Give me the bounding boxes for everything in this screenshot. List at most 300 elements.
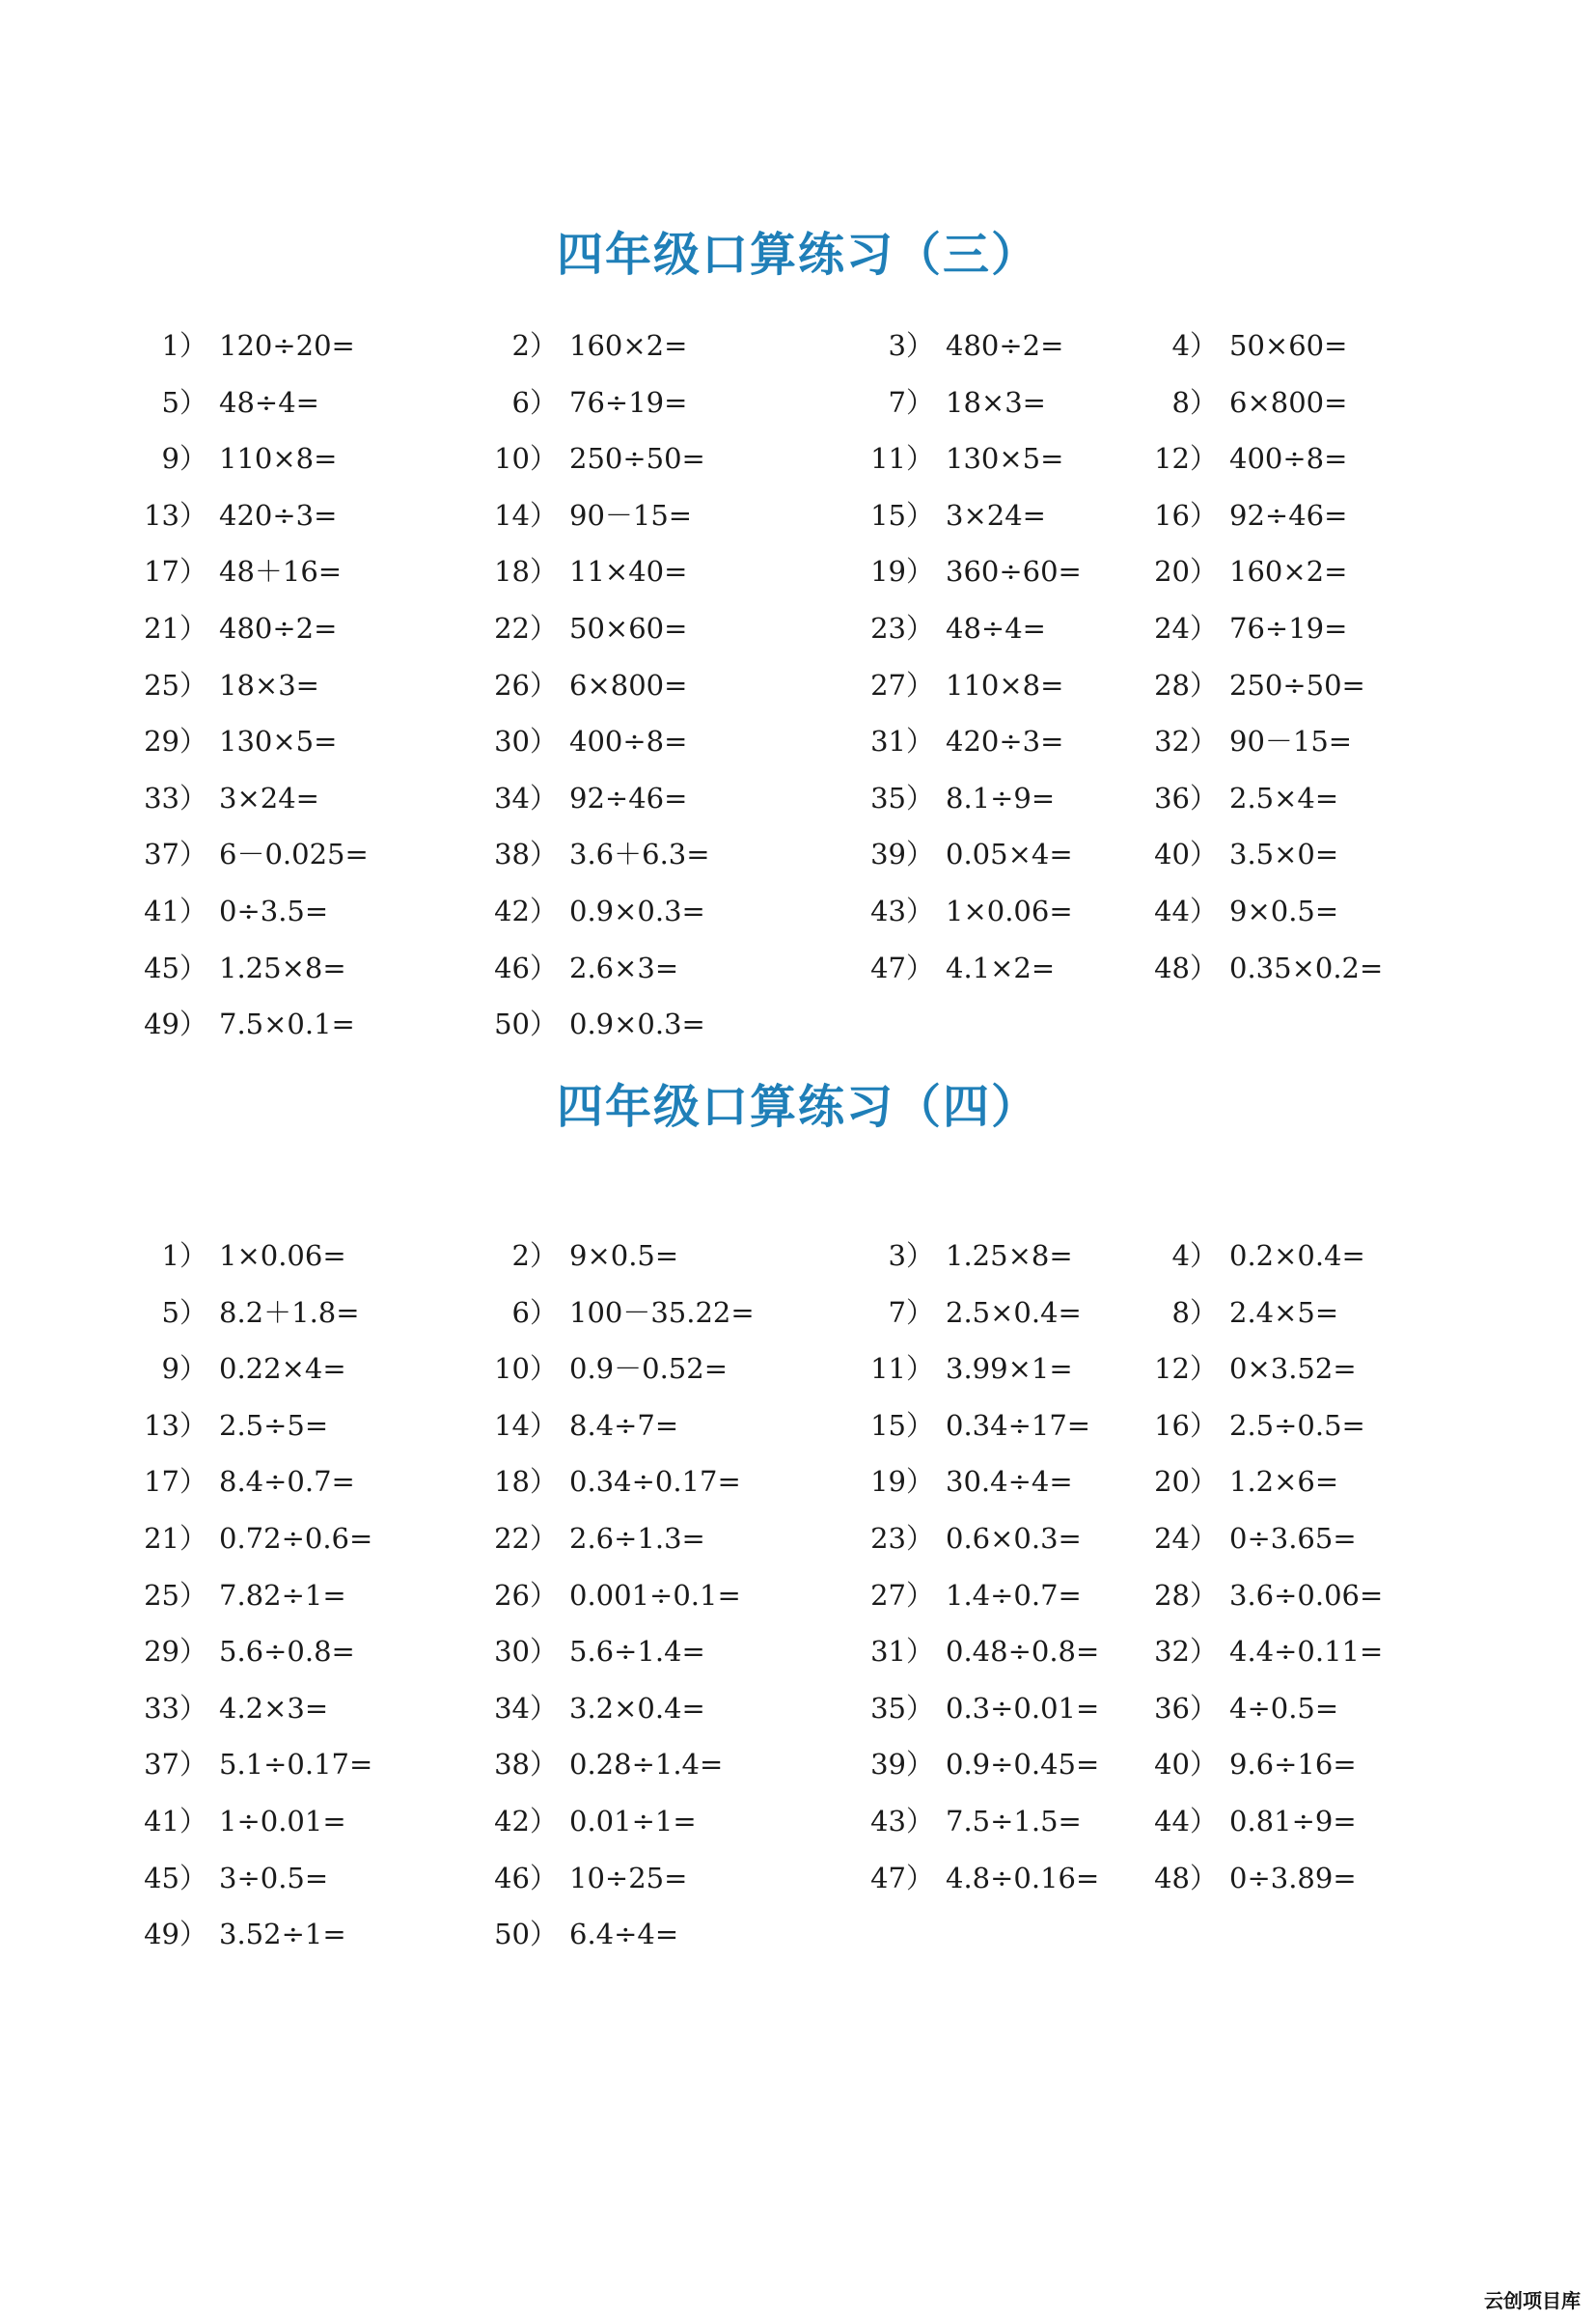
problem-item — [1148, 887, 1338, 935]
problem-expression: 8.4÷7= — [569, 1408, 679, 1442]
problem-number: 34） — [494, 1691, 558, 1725]
problem-item — [1148, 491, 1347, 539]
problem-item — [488, 944, 678, 992]
problem-number: 1） — [161, 329, 207, 362]
problem-item — [138, 944, 346, 992]
problem-item — [488, 1740, 723, 1788]
problem-expression: 0.3÷0.01= — [946, 1691, 1100, 1725]
problem-expression: 3×24= — [946, 498, 1046, 532]
problem-expression: 0.9÷0.45= — [946, 1748, 1100, 1782]
problem-item — [865, 774, 1055, 822]
problem-item — [488, 604, 687, 652]
problem-number: 44） — [1154, 895, 1218, 927]
problem-item — [138, 661, 319, 709]
problem-number: 7） — [888, 1295, 934, 1329]
problem-row — [0, 830, 1596, 878]
problem-expression: 1×0.06= — [219, 1239, 346, 1272]
problem-item — [488, 887, 705, 935]
problem-number: 25） — [144, 1578, 207, 1612]
problem-expression: 4÷0.5= — [1229, 1691, 1339, 1725]
problem-expression: 50×60= — [569, 612, 688, 645]
problem-number: 8） — [1171, 385, 1218, 419]
problem-expression: 2.5÷5= — [219, 1408, 329, 1442]
problem-item — [1148, 1288, 1338, 1337]
problem-number: 31） — [870, 1635, 934, 1669]
problem-expression: 160×2= — [569, 329, 688, 362]
problem-number: 45） — [144, 1861, 207, 1894]
problem-number: 27） — [870, 1578, 934, 1612]
problem-number: 48） — [1154, 951, 1218, 984]
problem-number: 18） — [494, 1465, 558, 1499]
problem-item — [488, 491, 692, 539]
problem-expression: 250÷50= — [569, 442, 705, 476]
problem-number: 12） — [1154, 442, 1218, 476]
problem-number: 37） — [144, 1748, 207, 1782]
problem-expression: 6.4÷4= — [569, 1918, 679, 1951]
problem-number: 45） — [144, 951, 207, 984]
problem-item — [138, 774, 319, 822]
problem-item — [865, 1288, 1082, 1337]
problem-item — [488, 1684, 705, 1732]
problem-item — [1148, 661, 1365, 709]
problem-number: 36） — [1154, 781, 1218, 815]
problem-item — [138, 1457, 355, 1506]
problem-item — [488, 661, 687, 709]
problem-expression: 92÷46= — [569, 781, 688, 815]
problem-expression: 0.35×0.2= — [1229, 951, 1384, 984]
problem-expression: 18×3= — [219, 668, 319, 702]
problem-number: 4） — [1171, 329, 1218, 362]
problem-expression: 480÷2= — [219, 612, 338, 645]
problem-expression: 0.6×0.3= — [946, 1522, 1082, 1555]
problem-expression: 10÷25= — [569, 1861, 688, 1894]
problem-item — [138, 1740, 372, 1788]
problem-row — [0, 547, 1596, 595]
problem-item — [488, 1910, 678, 1958]
problem-expression: 6×800= — [1229, 385, 1348, 419]
problem-expression: 2.5×4= — [1229, 781, 1339, 815]
problem-number: 19） — [870, 555, 934, 589]
problem-item — [488, 830, 710, 878]
problem-number: 5） — [161, 385, 207, 419]
problem-number: 9） — [161, 442, 207, 476]
problem-item — [865, 1344, 1073, 1393]
problem-item — [865, 1854, 1099, 1902]
problem-expression: 48÷4= — [219, 385, 319, 419]
problem-number: 39） — [870, 838, 934, 871]
problem-number: 21） — [144, 612, 207, 645]
problem-number: 41） — [144, 1805, 207, 1837]
problem-number: 14） — [494, 498, 558, 532]
problem-item — [1148, 434, 1347, 483]
problem-item — [138, 1797, 346, 1845]
problem-number: 16） — [1154, 1408, 1218, 1442]
problem-expression: 0.22×4= — [219, 1352, 346, 1386]
problem-item — [1148, 321, 1347, 370]
problem-item — [138, 1514, 372, 1562]
problem-expression: 250÷50= — [1229, 668, 1365, 702]
problem-number: 27） — [870, 668, 934, 702]
problem-expression: 0÷3.89= — [1229, 1861, 1357, 1894]
problem-number: 2） — [511, 329, 558, 362]
problem-expression: 18×3= — [946, 385, 1046, 419]
problem-number: 18） — [494, 555, 558, 589]
problem-row — [0, 887, 1596, 935]
problem-expression: 4.8÷0.16= — [946, 1861, 1100, 1894]
problem-number: 14） — [494, 1408, 558, 1442]
problem-number: 29） — [144, 725, 207, 759]
problem-number: 20） — [1154, 1465, 1218, 1499]
problem-item — [488, 1797, 697, 1845]
problem-expression: 48＋16= — [219, 555, 343, 589]
problem-item — [865, 491, 1046, 539]
problem-item — [138, 830, 369, 878]
problem-row — [0, 1797, 1596, 1845]
problem-row — [0, 1910, 1596, 1958]
problem-item — [865, 1627, 1099, 1675]
problem-item — [1148, 1684, 1338, 1732]
problem-item — [1148, 944, 1383, 992]
problem-number: 9） — [161, 1352, 207, 1386]
problem-item — [1148, 1740, 1357, 1788]
problem-expression: 4.1×2= — [946, 951, 1056, 984]
problem-item — [138, 1231, 346, 1280]
problem-item — [865, 1231, 1073, 1280]
problem-row — [0, 1740, 1596, 1788]
problem-number: 34） — [494, 781, 558, 815]
problem-expression: 6×800= — [569, 668, 688, 702]
problem-expression: 5.6÷0.8= — [219, 1635, 355, 1669]
problem-item — [488, 1457, 741, 1506]
problem-row — [0, 491, 1596, 539]
problem-number: 30） — [494, 1635, 558, 1669]
problem-item — [138, 887, 328, 935]
problem-expression: 0.9－0.52= — [569, 1352, 728, 1386]
problem-number: 25） — [144, 668, 207, 702]
problem-item — [1148, 717, 1352, 765]
problem-expression: 1.4÷0.7= — [946, 1578, 1082, 1612]
problem-expression: 3.99×1= — [946, 1352, 1073, 1386]
problem-expression: 5.6÷1.4= — [569, 1635, 705, 1669]
problem-expression: 90－15= — [569, 498, 693, 532]
problem-expression: 11×40= — [569, 555, 688, 589]
problem-item — [1148, 1797, 1357, 1845]
problem-number: 6） — [511, 1295, 558, 1329]
problem-expression: 0.01÷1= — [569, 1805, 697, 1837]
problem-expression: 6－0.025= — [219, 838, 369, 871]
problem-item — [865, 1740, 1099, 1788]
problem-item — [138, 1684, 328, 1732]
problem-number: 43） — [870, 1805, 934, 1837]
problem-number: 35） — [870, 1691, 934, 1725]
problem-number: 11） — [870, 1352, 934, 1386]
problem-expression: 0.9×0.3= — [569, 895, 705, 927]
problem-item — [865, 1797, 1082, 1845]
problem-number: 12） — [1154, 1352, 1218, 1386]
problem-expression: 130×5= — [219, 725, 338, 759]
problem-item — [138, 1288, 360, 1337]
problem-expression: 0.48÷0.8= — [946, 1635, 1100, 1669]
section-title: 四年级口算练习（四） — [556, 1080, 1039, 1134]
problem-expression: 2.5×0.4= — [946, 1295, 1082, 1329]
problem-number: 16） — [1154, 498, 1218, 532]
problem-item — [488, 1854, 687, 1902]
problem-row — [0, 661, 1596, 709]
problem-item — [138, 1910, 346, 1958]
problem-expression: 0.34÷0.17= — [569, 1465, 741, 1499]
problem-number: 47） — [870, 1861, 934, 1894]
problem-number: 40） — [1154, 1748, 1218, 1782]
problem-expression: 1.25×8= — [946, 1239, 1073, 1272]
problem-expression: 480÷2= — [946, 329, 1064, 362]
problem-number: 47） — [870, 951, 934, 984]
problem-number: 50） — [494, 1918, 558, 1951]
problem-expression: 3÷0.5= — [219, 1861, 329, 1894]
problem-item — [138, 378, 319, 427]
problem-item — [865, 944, 1055, 992]
problem-row — [0, 1231, 1596, 1280]
problem-expression: 0.001÷0.1= — [569, 1578, 741, 1612]
problem-number: 36） — [1154, 1691, 1218, 1725]
problem-item — [1148, 1854, 1357, 1902]
problem-expression: 8.2＋1.8= — [219, 1295, 360, 1329]
problem-number: 22） — [494, 612, 558, 645]
problem-number: 7） — [888, 385, 934, 419]
problem-expression: 1÷0.01= — [219, 1805, 346, 1837]
problem-item — [1148, 774, 1338, 822]
problem-row — [0, 717, 1596, 765]
problem-row — [0, 1627, 1596, 1675]
problem-expression: 360÷60= — [946, 555, 1082, 589]
problem-expression: 4.2×3= — [219, 1691, 329, 1725]
problem-expression: 3×24= — [219, 781, 319, 815]
problem-row — [0, 1000, 1596, 1048]
problem-item — [865, 321, 1063, 370]
problem-row — [0, 1288, 1596, 1337]
problem-number: 42） — [494, 1805, 558, 1837]
problem-expression: 3.6÷0.06= — [1229, 1578, 1384, 1612]
problem-expression: 0.34÷17= — [946, 1408, 1091, 1442]
problem-expression: 7.82÷1= — [219, 1578, 346, 1612]
problem-item — [138, 1344, 346, 1393]
problem-expression: 0÷3.65= — [1229, 1522, 1357, 1555]
problem-number: 5） — [161, 1295, 207, 1329]
problem-number: 46） — [494, 1861, 558, 1894]
problem-item — [488, 547, 687, 595]
problem-item — [488, 1000, 705, 1048]
problem-number: 6） — [511, 385, 558, 419]
problem-number: 29） — [144, 1635, 207, 1669]
problem-expression: 2.4×5= — [1229, 1295, 1339, 1329]
problem-number: 17） — [144, 1465, 207, 1499]
problem-number: 33） — [144, 1691, 207, 1725]
watermark: 云创项目库 — [1484, 2289, 1581, 2312]
problem-expression: 0.05×4= — [946, 838, 1073, 871]
problem-row — [0, 1457, 1596, 1506]
problem-number: 19） — [870, 1465, 934, 1499]
problem-item — [865, 717, 1063, 765]
problem-expression: 1.2×6= — [1229, 1465, 1339, 1499]
problem-expression: 1.25×8= — [219, 951, 346, 984]
problem-item — [1148, 1627, 1383, 1675]
problem-expression: 0×3.52= — [1229, 1352, 1357, 1386]
problem-number: 13） — [144, 498, 207, 532]
problem-row — [0, 1571, 1596, 1619]
section-title: 四年级口算练习（三） — [556, 228, 1039, 282]
problem-item — [488, 434, 705, 483]
problem-item — [865, 1571, 1082, 1619]
problem-number: 30） — [494, 725, 558, 759]
problem-number: 49） — [144, 1008, 207, 1041]
problem-row — [0, 1684, 1596, 1732]
problem-number: 24） — [1154, 612, 1218, 645]
problem-item — [865, 1684, 1099, 1732]
problem-number: 17） — [144, 555, 207, 589]
problem-number: 43） — [870, 895, 934, 927]
problem-item — [488, 378, 687, 427]
problem-item — [865, 547, 1082, 595]
problem-number: 21） — [144, 1522, 207, 1555]
problem-row — [0, 1854, 1596, 1902]
problem-number: 31） — [870, 725, 934, 759]
problem-expression: 130×5= — [946, 442, 1064, 476]
problem-item — [138, 547, 342, 595]
problem-number: 4） — [1171, 1239, 1218, 1272]
problem-row — [0, 604, 1596, 652]
problem-row — [0, 1401, 1596, 1450]
problem-item — [138, 321, 355, 370]
problem-item — [488, 1571, 741, 1619]
problem-expression: 7.5÷1.5= — [946, 1805, 1082, 1837]
problem-item — [865, 434, 1063, 483]
problem-number: 41） — [144, 895, 207, 927]
problem-number: 28） — [1154, 668, 1218, 702]
problem-item — [488, 1231, 678, 1280]
problem-number: 49） — [144, 1918, 207, 1951]
problem-number: 11） — [870, 442, 934, 476]
problem-number: 23） — [870, 612, 934, 645]
problem-number: 33） — [144, 781, 207, 815]
problem-row — [0, 434, 1596, 483]
problem-number: 3） — [888, 1239, 934, 1272]
problem-item — [865, 1457, 1073, 1506]
problem-item — [138, 1000, 355, 1048]
problem-number: 26） — [494, 1578, 558, 1612]
problem-expression: 3.52÷1= — [219, 1918, 346, 1951]
problem-item — [1148, 1401, 1365, 1450]
problem-number: 13） — [144, 1408, 207, 1442]
problem-item — [1148, 1231, 1365, 1280]
problem-item — [488, 1401, 678, 1450]
problem-expression: 9×0.5= — [569, 1239, 679, 1272]
problem-number: 10） — [494, 1352, 558, 1386]
problem-row — [0, 378, 1596, 427]
problem-expression: 420÷3= — [219, 498, 338, 532]
problem-expression: 400÷8= — [569, 725, 688, 759]
problem-item — [865, 661, 1063, 709]
problem-expression: 0÷3.5= — [219, 895, 329, 927]
problem-row — [0, 321, 1596, 370]
problem-number: 24） — [1154, 1522, 1218, 1555]
problem-item — [138, 717, 337, 765]
problem-item — [138, 1401, 328, 1450]
problem-expression: 2.6×3= — [569, 951, 679, 984]
problem-number: 48） — [1154, 1861, 1218, 1894]
problem-number: 44） — [1154, 1805, 1218, 1837]
problem-expression: 2.6÷1.3= — [569, 1522, 705, 1555]
problem-expression: 50×60= — [1229, 329, 1348, 362]
problem-item — [1148, 604, 1347, 652]
problem-number: 39） — [870, 1748, 934, 1782]
problem-item — [1148, 1457, 1338, 1506]
problem-number: 10） — [494, 442, 558, 476]
problem-expression: 7.5×0.1= — [219, 1008, 355, 1041]
problem-expression: 120÷20= — [219, 329, 355, 362]
problem-expression: 30.4÷4= — [946, 1465, 1073, 1499]
problem-number: 22） — [494, 1522, 558, 1555]
problem-item — [1148, 378, 1347, 427]
problem-number: 26） — [494, 668, 558, 702]
problem-expression: 90－15= — [1229, 725, 1353, 759]
problem-number: 15） — [870, 1408, 934, 1442]
problem-number: 37） — [144, 838, 207, 871]
problem-number: 35） — [870, 781, 934, 815]
problem-number: 28） — [1154, 1578, 1218, 1612]
problem-expression: 4.4÷0.11= — [1229, 1635, 1384, 1669]
problem-expression: 0.81÷9= — [1229, 1805, 1357, 1837]
problem-item — [865, 1514, 1082, 1562]
problem-expression: 92÷46= — [1229, 498, 1348, 532]
problem-item — [865, 887, 1073, 935]
problem-item — [1148, 1571, 1383, 1619]
problem-number: 38） — [494, 838, 558, 871]
problem-item — [488, 1514, 705, 1562]
problem-item — [488, 321, 687, 370]
problem-expression: 110×8= — [946, 668, 1064, 702]
problem-expression: 100－35.22= — [569, 1295, 755, 1329]
problem-number: 40） — [1154, 838, 1218, 871]
problem-number: 46） — [494, 951, 558, 984]
problem-item — [138, 1627, 355, 1675]
problem-expression: 2.5÷0.5= — [1229, 1408, 1365, 1442]
problem-item — [865, 604, 1046, 652]
problem-row — [0, 1514, 1596, 1562]
problem-expression: 3.5×0= — [1229, 838, 1339, 871]
problem-item — [1148, 547, 1347, 595]
problem-number: 42） — [494, 895, 558, 927]
problem-item — [138, 491, 337, 539]
problem-expression: 8.1÷9= — [946, 781, 1056, 815]
problem-expression: 3.2×0.4= — [569, 1691, 705, 1725]
problem-item — [1148, 830, 1338, 878]
problem-number: 50） — [494, 1008, 558, 1041]
problem-item — [865, 378, 1046, 427]
problem-item — [1148, 1514, 1357, 1562]
problem-expression: 76÷19= — [1229, 612, 1348, 645]
problem-expression: 420÷3= — [946, 725, 1064, 759]
problem-expression: 0.72÷0.6= — [219, 1522, 373, 1555]
problem-row — [0, 944, 1596, 992]
problem-number: 1） — [161, 1239, 207, 1272]
problem-number: 32） — [1154, 725, 1218, 759]
problem-expression: 9.6÷16= — [1229, 1748, 1357, 1782]
problem-expression: 5.1÷0.17= — [219, 1748, 373, 1782]
problem-item — [488, 1627, 705, 1675]
problem-expression: 48÷4= — [946, 612, 1046, 645]
problem-expression: 110×8= — [219, 442, 338, 476]
problem-item — [1148, 1344, 1357, 1393]
problem-expression: 9×0.5= — [1229, 895, 1339, 927]
